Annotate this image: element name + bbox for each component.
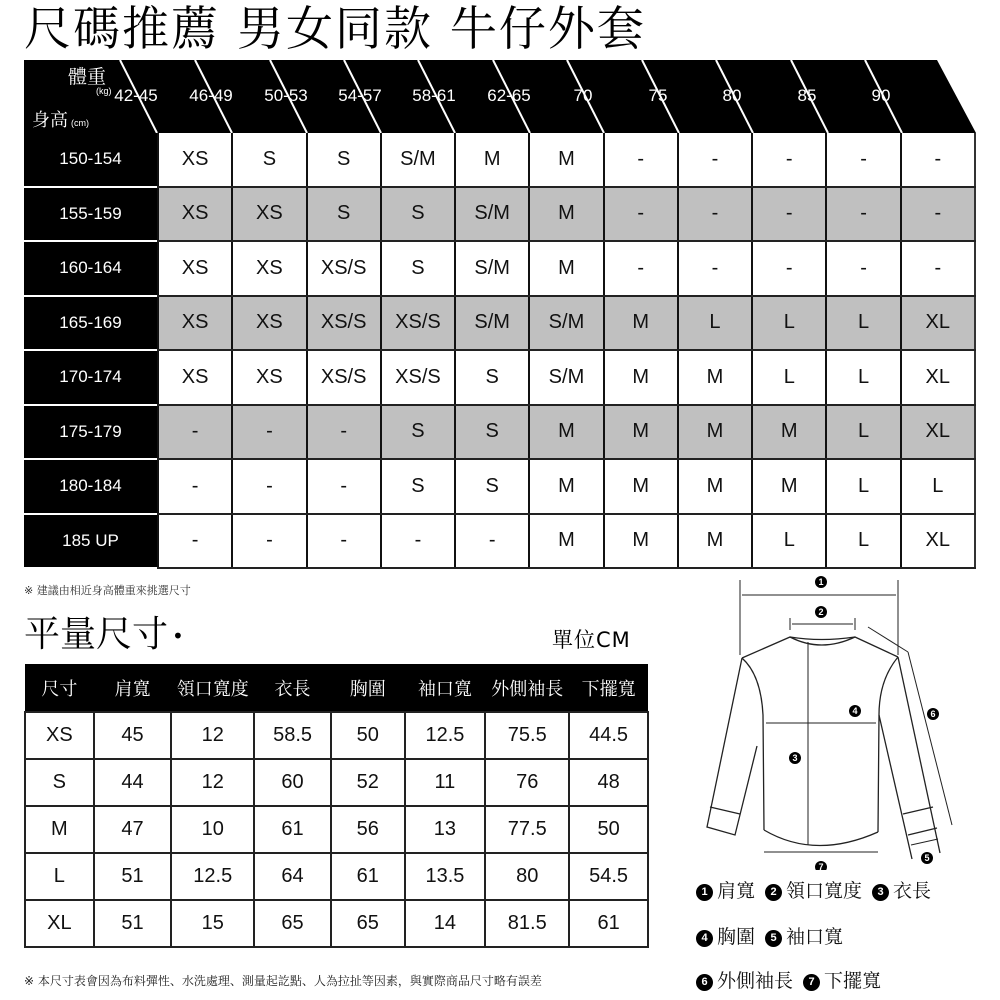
size-cell: -	[603, 133, 677, 186]
legend-label: 袖口寬	[786, 926, 844, 948]
size-label-cell: XL	[25, 900, 94, 947]
size-cell: L	[751, 515, 825, 568]
weight-header-band	[0, 0, 1000, 140]
size-grid-row	[24, 242, 976, 297]
size-cell: XS	[157, 133, 231, 186]
height-range-label: 155-159	[24, 188, 157, 243]
size-cell: M	[528, 406, 602, 459]
size-cell: -	[380, 515, 454, 568]
size-cell: -	[231, 460, 305, 513]
measurement-cell: 61	[331, 853, 405, 900]
size-cell: -	[231, 515, 305, 568]
size-cell: -	[157, 515, 231, 568]
measurements-title	[24, 606, 184, 657]
size-cell: M	[528, 133, 602, 186]
size-cell: XL	[900, 297, 976, 350]
recommendation-note: ※ 建議由相近身高體重來挑選尺寸	[24, 584, 191, 597]
measurement-cell: 13.5	[405, 853, 486, 900]
size-grid	[24, 133, 976, 569]
size-cell: XS/S	[306, 242, 380, 295]
measurement-table	[24, 664, 649, 948]
height-unit: (cm)	[71, 118, 89, 128]
svg-text:6: 6	[930, 709, 936, 719]
height-range-label: 185 UP	[24, 515, 157, 570]
measurement-cell: 14	[405, 900, 486, 947]
measurement-cell: 75.5	[485, 712, 569, 759]
size-cell: XS	[157, 351, 231, 404]
measurement-cell: 61	[569, 900, 648, 947]
size-cell: -	[825, 242, 899, 295]
height-range-label: 175-179	[24, 406, 157, 461]
size-cell: M	[528, 242, 602, 295]
size-cell: -	[454, 515, 528, 568]
svg-text:5: 5	[924, 853, 930, 863]
size-cell: M	[528, 188, 602, 241]
number-marker-icon: 2	[765, 884, 782, 901]
size-cell: XS	[157, 297, 231, 350]
unit-label: 單位CM	[552, 628, 631, 652]
svg-text:4: 4	[852, 706, 858, 716]
weight-column-header: 42-45	[114, 86, 158, 105]
jacket-outline	[707, 637, 940, 859]
measurement-cell: 10	[171, 806, 254, 853]
weight-column-header: 70	[573, 86, 593, 105]
size-cell: -	[751, 242, 825, 295]
size-cell: -	[677, 188, 751, 241]
height-label: 身高	[32, 110, 68, 131]
measurement-cell: 12.5	[171, 853, 254, 900]
size-label-cell: S	[25, 759, 94, 806]
legend-label: 外側袖長	[717, 970, 794, 992]
size-label-cell: L	[25, 853, 94, 900]
legend-item	[696, 880, 755, 902]
height-range-label: 160-164	[24, 242, 157, 297]
size-cell: S	[380, 460, 454, 513]
size-cell: L	[751, 351, 825, 404]
size-cell: XL	[900, 351, 976, 404]
legend-item	[696, 926, 755, 948]
size-cell: -	[900, 133, 976, 186]
legend-label: 衣長	[893, 880, 932, 902]
legend-line	[696, 876, 941, 903]
measurement-cell: 44.5	[569, 712, 648, 759]
size-cell: -	[603, 242, 677, 295]
measurement-cell: 11	[405, 759, 486, 806]
measurement-column-header: 外側袖長	[485, 664, 569, 712]
measurement-cell: 51	[94, 900, 172, 947]
measurement-column-header: 下擺寬	[569, 664, 648, 712]
size-cell: S	[380, 188, 454, 241]
size-grid-row	[24, 351, 976, 406]
number-marker-icon: 1	[696, 884, 713, 901]
measurement-row	[25, 853, 648, 900]
size-cell: -	[900, 188, 976, 241]
measure-lines	[740, 580, 952, 852]
size-cell: M	[603, 297, 677, 350]
size-cell: M	[677, 515, 751, 568]
measurement-cell: 45	[94, 712, 172, 759]
size-cell: XS/S	[306, 297, 380, 350]
measurement-cell: 12	[171, 712, 254, 759]
measurement-column-header: 領口寬度	[171, 664, 254, 712]
size-cell: -	[900, 242, 976, 295]
measurement-cell: 15	[171, 900, 254, 947]
measurement-disclaimer: ※ 本尺寸表會因為布料彈性、水洗處理、測量起訖點、人為拉扯等因素，與實際商品尺寸略有誤差	[24, 974, 542, 988]
number-marker-icon: 3	[872, 884, 889, 901]
measurement-header-row	[25, 664, 648, 712]
measurement-cell: 60	[254, 759, 331, 806]
measurement-cell: 61	[254, 806, 331, 853]
legend-item	[765, 880, 862, 902]
size-cell: L	[825, 460, 899, 513]
measurement-column-header: 胸圍	[331, 664, 405, 712]
size-cell: S	[454, 460, 528, 513]
size-cell: S	[380, 406, 454, 459]
size-cell: -	[306, 406, 380, 459]
measurements-title-text: 平量尺寸	[24, 614, 169, 655]
size-cell: -	[825, 188, 899, 241]
size-grid-row	[24, 406, 976, 461]
size-cell: M	[677, 460, 751, 513]
legend-item	[696, 970, 793, 992]
size-cell: S	[454, 351, 528, 404]
measurement-row	[25, 900, 648, 947]
legend-item	[803, 970, 881, 992]
size-cell: XS	[231, 351, 305, 404]
size-cell: -	[306, 515, 380, 568]
measurement-cell: 58.5	[254, 712, 331, 759]
measurement-cell: 56	[331, 806, 405, 853]
size-cell: XS/S	[306, 351, 380, 404]
weight-column-header: 62-65	[487, 86, 531, 105]
size-grid-row	[24, 460, 976, 515]
measurement-row	[25, 806, 648, 853]
size-cell: -	[157, 460, 231, 513]
size-cell: L	[825, 515, 899, 568]
measurement-row	[25, 712, 648, 759]
svg-text:2: 2	[818, 607, 824, 617]
measurement-cell: 12.5	[405, 712, 486, 759]
size-cell: S/M	[380, 133, 454, 186]
size-cell: S/M	[454, 188, 528, 241]
size-cell: -	[751, 133, 825, 186]
size-grid-row	[24, 297, 976, 352]
size-cell: XS	[231, 242, 305, 295]
legend-item	[765, 926, 843, 948]
size-cell: M	[751, 406, 825, 459]
size-cell: S/M	[454, 242, 528, 295]
height-label-wrap	[32, 106, 89, 132]
svg-text:1: 1	[818, 577, 824, 587]
measurement-row	[25, 759, 648, 806]
measurement-column-header: 袖口寬	[405, 664, 486, 712]
measurement-cell: 64	[254, 853, 331, 900]
legend-item	[872, 880, 931, 902]
size-cell: M	[603, 406, 677, 459]
size-cell: M	[528, 515, 602, 568]
size-cell: XS	[231, 188, 305, 241]
size-grid-row	[24, 188, 976, 243]
measurement-cell: 50	[569, 806, 648, 853]
size-cell: M	[528, 460, 602, 513]
measurement-cell: 48	[569, 759, 648, 806]
measurement-cell: 80	[485, 853, 569, 900]
legend-line	[696, 922, 853, 949]
measurement-column-header: 肩寬	[94, 664, 172, 712]
size-cell: -	[231, 406, 305, 459]
measurement-cell: 50	[331, 712, 405, 759]
measurement-cell: 47	[94, 806, 172, 853]
size-cell: -	[603, 188, 677, 241]
size-cell: S/M	[528, 351, 602, 404]
measurement-cell: 13	[405, 806, 486, 853]
weight-column-header: 75	[648, 86, 668, 105]
size-cell: XL	[900, 406, 976, 459]
size-cell: M	[603, 351, 677, 404]
weight-label: 體重	[68, 66, 107, 88]
size-cell: -	[825, 133, 899, 186]
measurement-cell: 81.5	[485, 900, 569, 947]
size-cell: L	[825, 351, 899, 404]
weight-column-header: 58-61	[412, 86, 456, 105]
legend-line	[696, 966, 891, 993]
number-marker-icon: 4	[696, 930, 713, 947]
size-cell: XL	[900, 515, 976, 568]
size-cell: -	[306, 460, 380, 513]
size-cell: XS	[231, 297, 305, 350]
size-cell: M	[751, 460, 825, 513]
title-dot: •	[172, 624, 184, 648]
size-cell: XS	[157, 242, 231, 295]
size-label-cell: XS	[25, 712, 94, 759]
size-cell: S	[380, 242, 454, 295]
legend-label: 領口寬度	[786, 880, 863, 902]
size-cell: L	[825, 297, 899, 350]
size-cell: M	[677, 351, 751, 404]
size-cell: M	[677, 406, 751, 459]
weight-column-header: 90	[871, 86, 891, 105]
size-cell: S	[306, 188, 380, 241]
number-marker-icon: 7	[803, 974, 820, 991]
size-cell: XS	[157, 188, 231, 241]
size-label-cell: M	[25, 806, 94, 853]
measurement-cell: 12	[171, 759, 254, 806]
size-cell: S	[306, 133, 380, 186]
weight-column-header: 85	[797, 86, 817, 105]
size-cell: XS/S	[380, 351, 454, 404]
size-cell: L	[900, 460, 976, 513]
measurement-cell: 54.5	[569, 853, 648, 900]
measurement-column-header: 衣長	[254, 664, 331, 712]
weight-column-header: 50-53	[264, 86, 308, 105]
size-cell: -	[751, 188, 825, 241]
weight-column-header: 80	[722, 86, 742, 105]
measurement-cell: 76	[485, 759, 569, 806]
size-cell: S	[454, 406, 528, 459]
size-cell: M	[454, 133, 528, 186]
legend-label: 下擺寬	[824, 970, 882, 992]
measurement-cell: 77.5	[485, 806, 569, 853]
number-marker-icon: 5	[765, 930, 782, 947]
jacket-diagram	[690, 570, 1000, 870]
legend-label: 胸圍	[717, 926, 756, 948]
size-grid-row	[24, 133, 976, 188]
weight-column-header: 54-57	[338, 86, 382, 105]
size-cell: S/M	[454, 297, 528, 350]
size-cell: M	[603, 515, 677, 568]
measurement-column-header: 尺寸	[25, 664, 94, 712]
svg-text:7: 7	[818, 862, 824, 870]
size-cell: L	[677, 297, 751, 350]
number-marker-icon: 6	[696, 974, 713, 991]
measurement-cell: 65	[331, 900, 405, 947]
measurement-cell: 52	[331, 759, 405, 806]
size-grid-row	[24, 515, 976, 570]
measurement-cell: 51	[94, 853, 172, 900]
height-range-label: 150-154	[24, 133, 157, 188]
size-cell: S	[231, 133, 305, 186]
size-cell: M	[603, 460, 677, 513]
height-range-label: 180-184	[24, 460, 157, 515]
weight-unit: (kg)	[96, 86, 112, 96]
height-range-label: 165-169	[24, 297, 157, 352]
height-range-label: 170-174	[24, 351, 157, 406]
size-cell: -	[157, 406, 231, 459]
weight-column-header: 46-49	[189, 86, 233, 105]
legend-label: 肩寬	[717, 880, 756, 902]
size-cell: -	[677, 133, 751, 186]
size-cell: -	[677, 242, 751, 295]
svg-text:3: 3	[792, 753, 798, 763]
size-cell: XS/S	[380, 297, 454, 350]
size-cell: L	[751, 297, 825, 350]
measurement-cell: 65	[254, 900, 331, 947]
page-title: 尺碼推薦 男女同款 牛仔外套	[24, 2, 646, 57]
size-cell: L	[825, 406, 899, 459]
measurement-cell: 44	[94, 759, 172, 806]
size-cell: S/M	[528, 297, 602, 350]
